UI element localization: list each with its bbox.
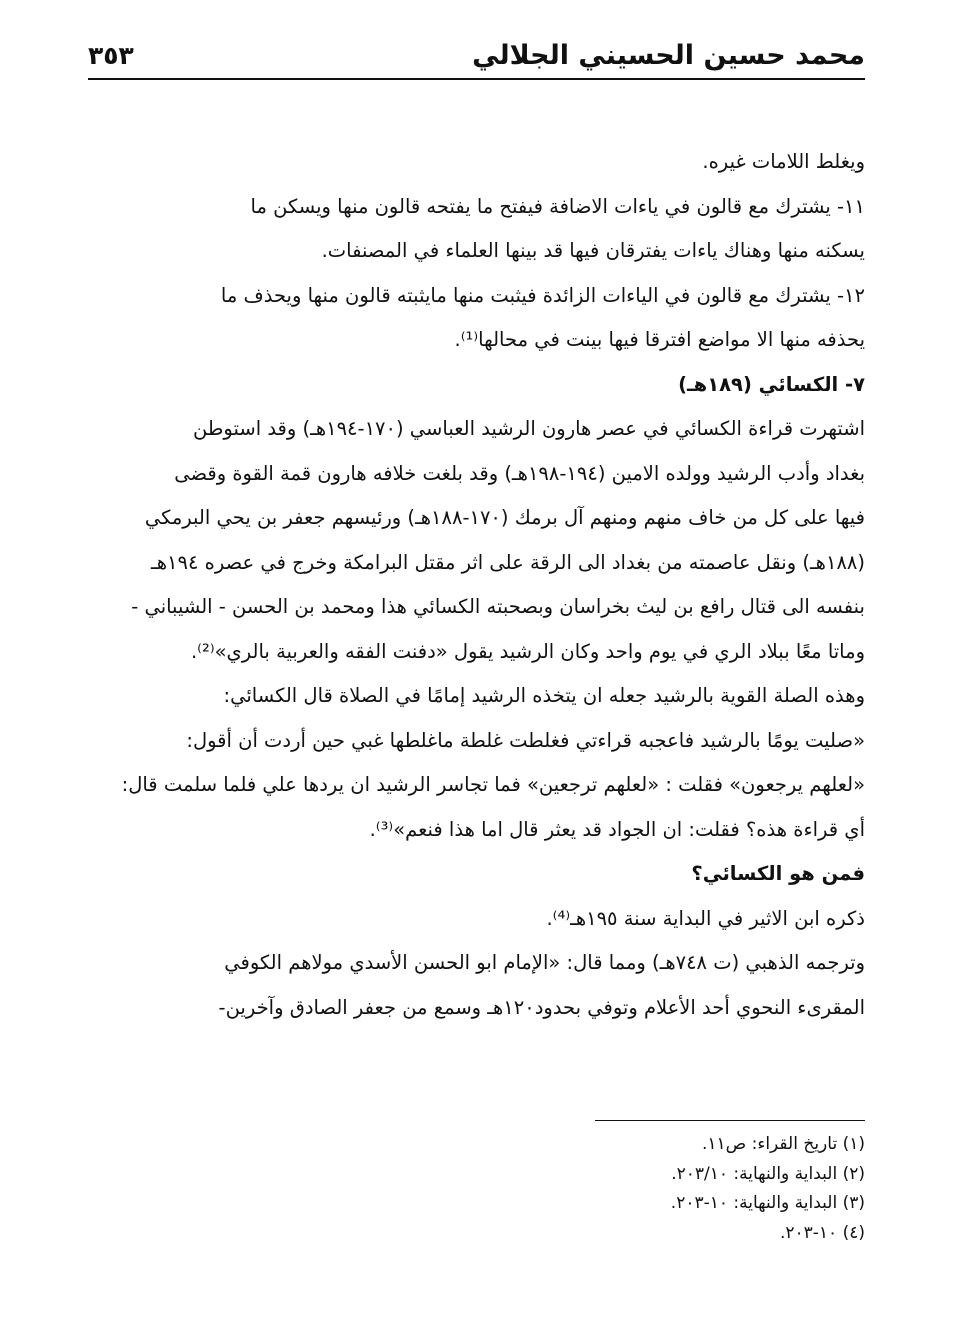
body-text — [95, 140, 865, 1030]
footnotes — [365, 1130, 865, 1248]
body-line: ١٢- يشترك مع قالون في الياءات الزائدة فيثبت منها مايثبته قالون منها ويحذف ما — [220, 283, 865, 307]
header-divider — [88, 78, 865, 80]
body-line: فيها على كل من خاف منهم ومنهم آل برمك (١٧٠-١٨٨هـ) ورئيسهم جعفر بن يحي البرمكي — [144, 506, 865, 529]
body-line: يسكنه منها وهناك ياءات يفترقان فيها قد بينها العلماء في المصنفات. — [321, 239, 865, 262]
body-line: «لعلهم يرجعون» فقلت : «لعلهم ترجعين» فما تجاسر الرشيد ان يردها علي فلما سلمت قال: — [121, 773, 865, 796]
footnote: (٣) البداية والنهاية: ١٠-٢٠٣. — [670, 1193, 865, 1213]
body-line: اشتهرت قراءة الكسائي في عصر هارون الرشيد العباسي (١٧٠-١٩٤هـ) وقد استوطن — [193, 417, 865, 440]
footnote-divider — [595, 1120, 865, 1121]
body-line: وهذه الصلة القوية بالرشيد جعله ان يتخذه الرشيد إمامًا في الصلاة قال الكسائي: — [223, 684, 865, 707]
footnote: (٤) ١٠-٢٠٣. — [779, 1222, 865, 1243]
body-line: أي قراءة هذه؟ فقلت: ان الجواد قد يعثر قال اما هذا فنعم»⁽³⁾. — [369, 817, 865, 841]
body-line: بنفسه الى قتال رافع بن ليث بخراسان وبصحبته الكسائي هذا ومحمد بن الحسن - الشيباني - — [131, 595, 865, 618]
body-line: «صليت يومًا بالرشيد فاعجبه قراءتي فغلطت غلطة ماغلطها غبي حين أردت أن أقول: — [186, 728, 865, 752]
running-header — [88, 34, 865, 76]
body-line: المقرىء النحوي أحد الأعلام وتوفي بحدود١٢٠هـ وسمع من جعفر الصادق وآخرين- — [218, 995, 865, 1019]
page-number: ٣٥٣ — [88, 40, 134, 70]
body-line: ذكره ابن الاثير في البداية سنة ١٩٥هـ⁽⁴⁾. — [546, 906, 865, 930]
footnote: (١) تاريخ القراء: ص١١. — [701, 1134, 865, 1154]
body-line: ١١- يشترك مع قالون في ياءات الاضافة فيفتح ما يفتحه قالون منها ويسكن ما — [250, 194, 865, 218]
body-line: وترجمه الذهبي (ت ٧٤٨هـ) ومما قال: «الإمام ابو الحسن الأسدي مولاهم الكوفي — [224, 951, 865, 974]
body-line: (١٨٨هـ) ونقل عاصمته من بغداد الى الرقة على اثر مقتل البرامكة وخرج في عصره ١٩٤هـ — [151, 550, 865, 574]
body-line: يحذفه منها الا مواضع افترقا فيها بينت في محالها⁽¹⁾. — [454, 328, 865, 351]
subheading: فمن هو الكسائي؟ — [691, 862, 865, 885]
body-line: بغداد وأدب الرشيد وولده الامين (١٩٤-١٩٨هـ) وقد بلغت خلافه هارون قمة القوة وقضى — [174, 461, 865, 485]
footnote: (٢) البداية والنهاية: ٢٠٣/١٠. — [671, 1163, 865, 1184]
body-line: ويغلط اللامات غيره. — [702, 150, 865, 173]
section-heading: ٧- الكسائي (١٨٩هـ) — [678, 372, 865, 396]
body-line: وماتا معًا ببلاد الري في يوم واحد وكان الرشيد يقول «دفنت الفقه والعربية بالري»⁽²⁾. — [190, 639, 865, 663]
running-title: محمد حسين الحسيني الجلالي — [472, 39, 865, 71]
